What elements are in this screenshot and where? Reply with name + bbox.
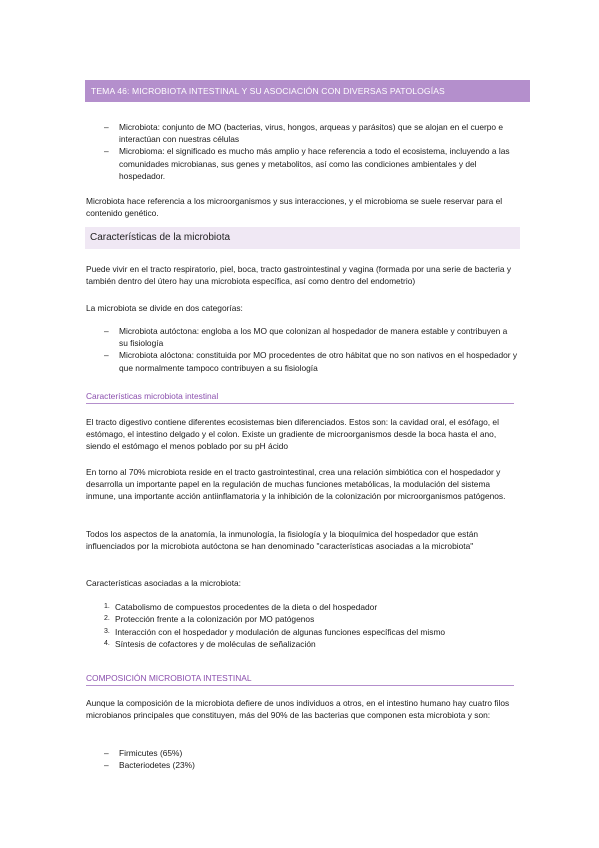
dash-bullet: –	[104, 146, 109, 157]
list-item: 2. Protección frente a la colonización por MO patógenos	[104, 614, 315, 625]
categories-intro: La microbiota se divide en dos categorías:	[86, 303, 243, 313]
definitions-list	[86, 121, 518, 182]
list-item: 3. Interacción con el hospedador y modulación de algunas funciones específicas del mismo	[104, 626, 446, 637]
intro-paragraph: Microbiota hace referencia a los microorganismos y sus interacciones, y el microbioma se suele reservar para el contenido genético.	[86, 196, 503, 219]
list-item: 4. Síntesis de cofactores y de moléculas de señalización	[104, 639, 316, 650]
aspects-paragraph: Todos los aspectos de la anatomía, la inmunología, la fisiología y la bioquímica del hospedador que están influenciados por la microbiota autóctona se han denominado "características asociadas a la microbiota"	[86, 529, 479, 552]
list-item: – Microbiota alóctona: constituida por MO procedentes de otro hábitat que no son nativos en el hospedador y que normalmente tampoco contribuyen a su fisiología	[104, 350, 518, 373]
list-item: – Firmicutes (65%)	[104, 748, 183, 758]
phyla-list	[86, 747, 518, 771]
habitat-paragraph: Puede vivir en el tracto respiratorio, piel, boca, tracto gastrointestinal y vagina (formada por una serie de bacteria y también dentro del útero hay una microbiota específica, así como dentro del endometrio)	[86, 264, 512, 287]
page-title: TEMA 46: MICROBIOTA INTESTINAL Y SU ASOCIACIÓN CON DIVERSAS PATOLOGÍAS	[85, 80, 530, 102]
subheading-composicion: COMPOSICIÓN MICROBIOTA INTESTINAL	[86, 673, 514, 686]
tract-paragraph: El tracto digestivo contiene diferentes ecosistemas bien diferenciados. Estos son: la cavidad oral, el esófago, el estómago, el intestino delgado y el colon. Existe un gradiente de microorganismos desde la boca hasta el ano, siendo el estómago el menos poblado por su pH ácido	[86, 417, 499, 452]
list-item: 1. Catabolismo de compuestos procedentes de la dieta o del hospedador	[104, 602, 378, 612]
subheading-caracteristicas-intestinal: Características microbiota intestinal	[86, 391, 514, 404]
list-item: – Microbioma: el significado es mucho más amplio y hace referencia a todo el ecosistema, incluyendo a las comunidades microbianas, sus genes y metabolitos, así como las condiciones ambientales y del hospedador.	[104, 146, 510, 181]
seventy-percent-paragraph: En torno al 70% microbiota reside en el tracto gastrointestinal, crea una relación simbiótica con el hospedador y desarrolla un importante papel en la regulación de muchas funciones metabólicas, la modulación del sistema inmune, una importante acción antiinflamatoria y la inhibición de la colonización por microorganismos patógenos.	[86, 467, 506, 502]
list-item: – Microbiota autóctona: engloba a los MO que colonizan al hospedador de manera estable y contribuyen a su fisiología	[104, 326, 508, 349]
associated-intro: Características asociadas a la microbiota:	[86, 578, 242, 588]
dash-bullet: –	[104, 760, 109, 771]
list-item: – Microbiota: conjunto de MO (bacterias, virus, hongos, arqueas y parásitos) que se alojan en el cuerpo e interactúan con nuestras células	[104, 122, 504, 145]
dash-bullet: –	[104, 350, 109, 361]
section-heading-caracteristicas: Características de la microbiota	[85, 227, 520, 249]
associated-list	[86, 601, 518, 651]
dash-bullet: –	[104, 748, 109, 758]
list-item: – Bacteriodetes (23%)	[104, 760, 195, 771]
dash-bullet: –	[104, 122, 109, 132]
dash-bullet: –	[104, 326, 109, 336]
composition-paragraph: Aunque la composición de la microbiota defiere de unos individuos a otros, en el intestino humano hay cuatro filos microbianos principales que constituyen, más del 90% de las bacterias que componen esta microbiota y son:	[86, 698, 510, 721]
categories-list	[86, 325, 518, 374]
